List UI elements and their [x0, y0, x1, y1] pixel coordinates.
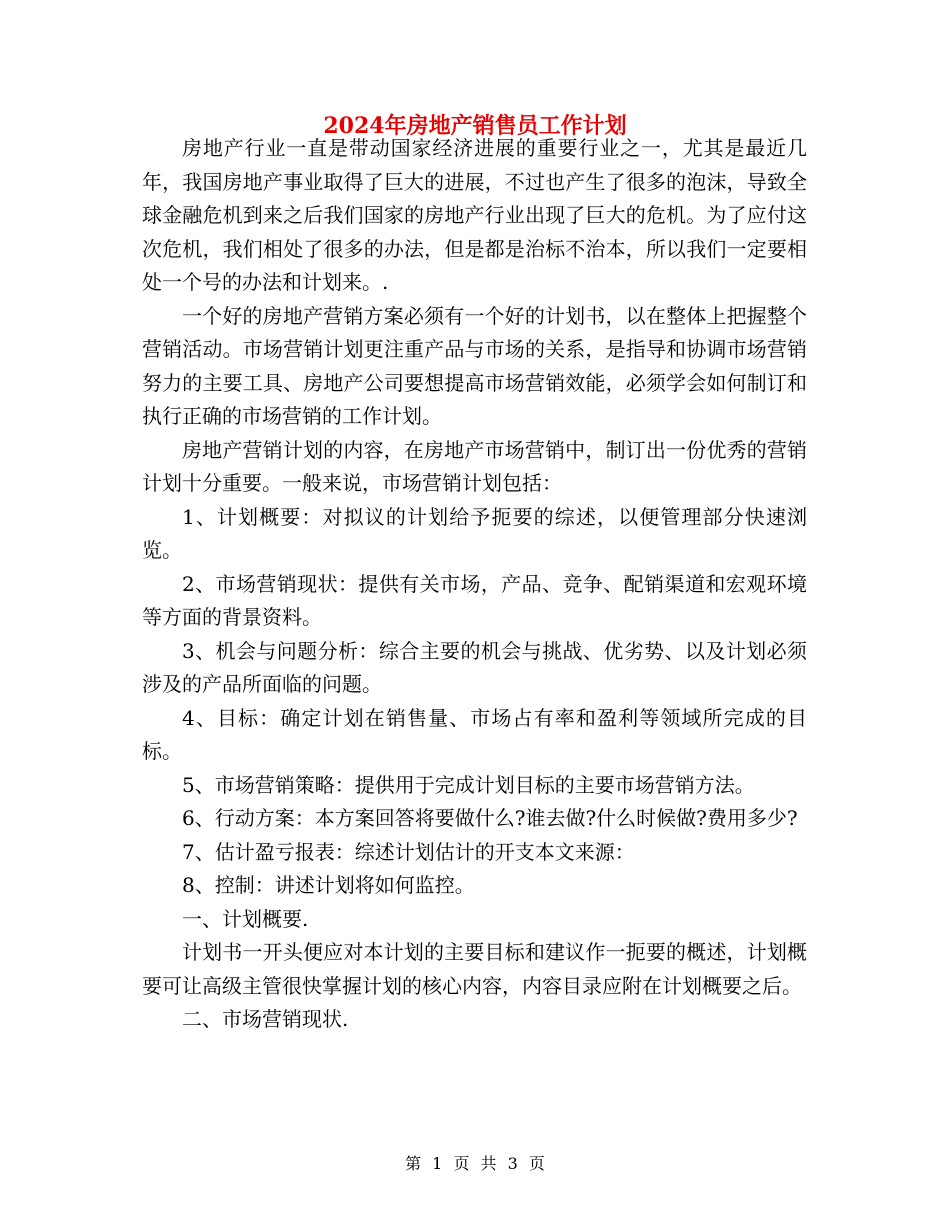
list-item-goals: 4、目标：确定计划在销售量、市场占有率和盈利等领域所完成的目标。: [142, 705, 807, 763]
document-body: [142, 132, 807, 1037]
section-heading-summary: 一、计划概要.: [182, 906, 309, 931]
list-item-profit-loss: 7、估计盈亏报表：综述计划估计的开支本文来源：: [182, 839, 635, 864]
list-item-control: 8、控制：讲述计划将如何监控。: [182, 873, 475, 897]
list-item-summary: 1、计划概要：对拟议的计划给予扼要的综述，以便管理部分快速浏览。: [142, 504, 807, 562]
page-number-footer: 第 1 页 共 3 页: [405, 1154, 545, 1173]
list-item-strategy: 5、市场营销策略：提供用于完成计划目标的主要市场营销方法。: [182, 772, 755, 797]
paragraph-intro: 房地产行业一直是带动国家经济进展的重要行业之一，尤其是最近几年，我国房地产事业取得了巨大的进展，不过也产生了很多的泡沫，导致全球金融危机到来之后我们国家的房地产行业出现了巨大的危机。为了应付这次危机，我们相处了很多的办法，但是都是治标不治本，所以我们一定要相处一个号的办法和计划来。.: [142, 136, 807, 294]
list-item-action-plan: 6、行动方案：本方案回答将要做什么?谁去做?什么时候做?费用多少?: [182, 806, 798, 830]
list-item-opportunity-analysis: 3、机会与问题分析：综合主要的机会与挑战、优劣势、以及计划必须涉及的产品所面临的问题。: [142, 638, 807, 696]
paragraph-plan-importance: 一个好的房地产营销方案必须有一个好的计划书，以在整体上把握整个营销活动。市场营销计划更注重产品与市场的关系，是指导和协调市场营销努力的主要工具、房地产公司要想提高市场营销效能，必须学会如何制订和执行正确的市场营销的工作计划。: [142, 303, 807, 428]
list-item-market-status: 2、市场营销现状：提供有关市场，产品、竞争、配销渠道和宏观环境等方面的背景资料。: [142, 571, 807, 629]
paragraph-plan-contents: 房地产营销计划的内容，在房地产市场营销中，制订出一份优秀的营销计划十分重要。一般来说，市场营销计划包括：: [142, 437, 807, 495]
paragraph-summary-detail: 计划书一开头便应对本计划的主要目标和建议作一扼要的概述，计划概要可让高级主管很快掌握计划的核心内容，内容目录应附在计划概要之后。: [142, 940, 807, 998]
section-heading-market-status: 二、市场营销现状.: [182, 1007, 349, 1031]
document-title: 2024年房地产销售员工作计划: [323, 113, 627, 139]
